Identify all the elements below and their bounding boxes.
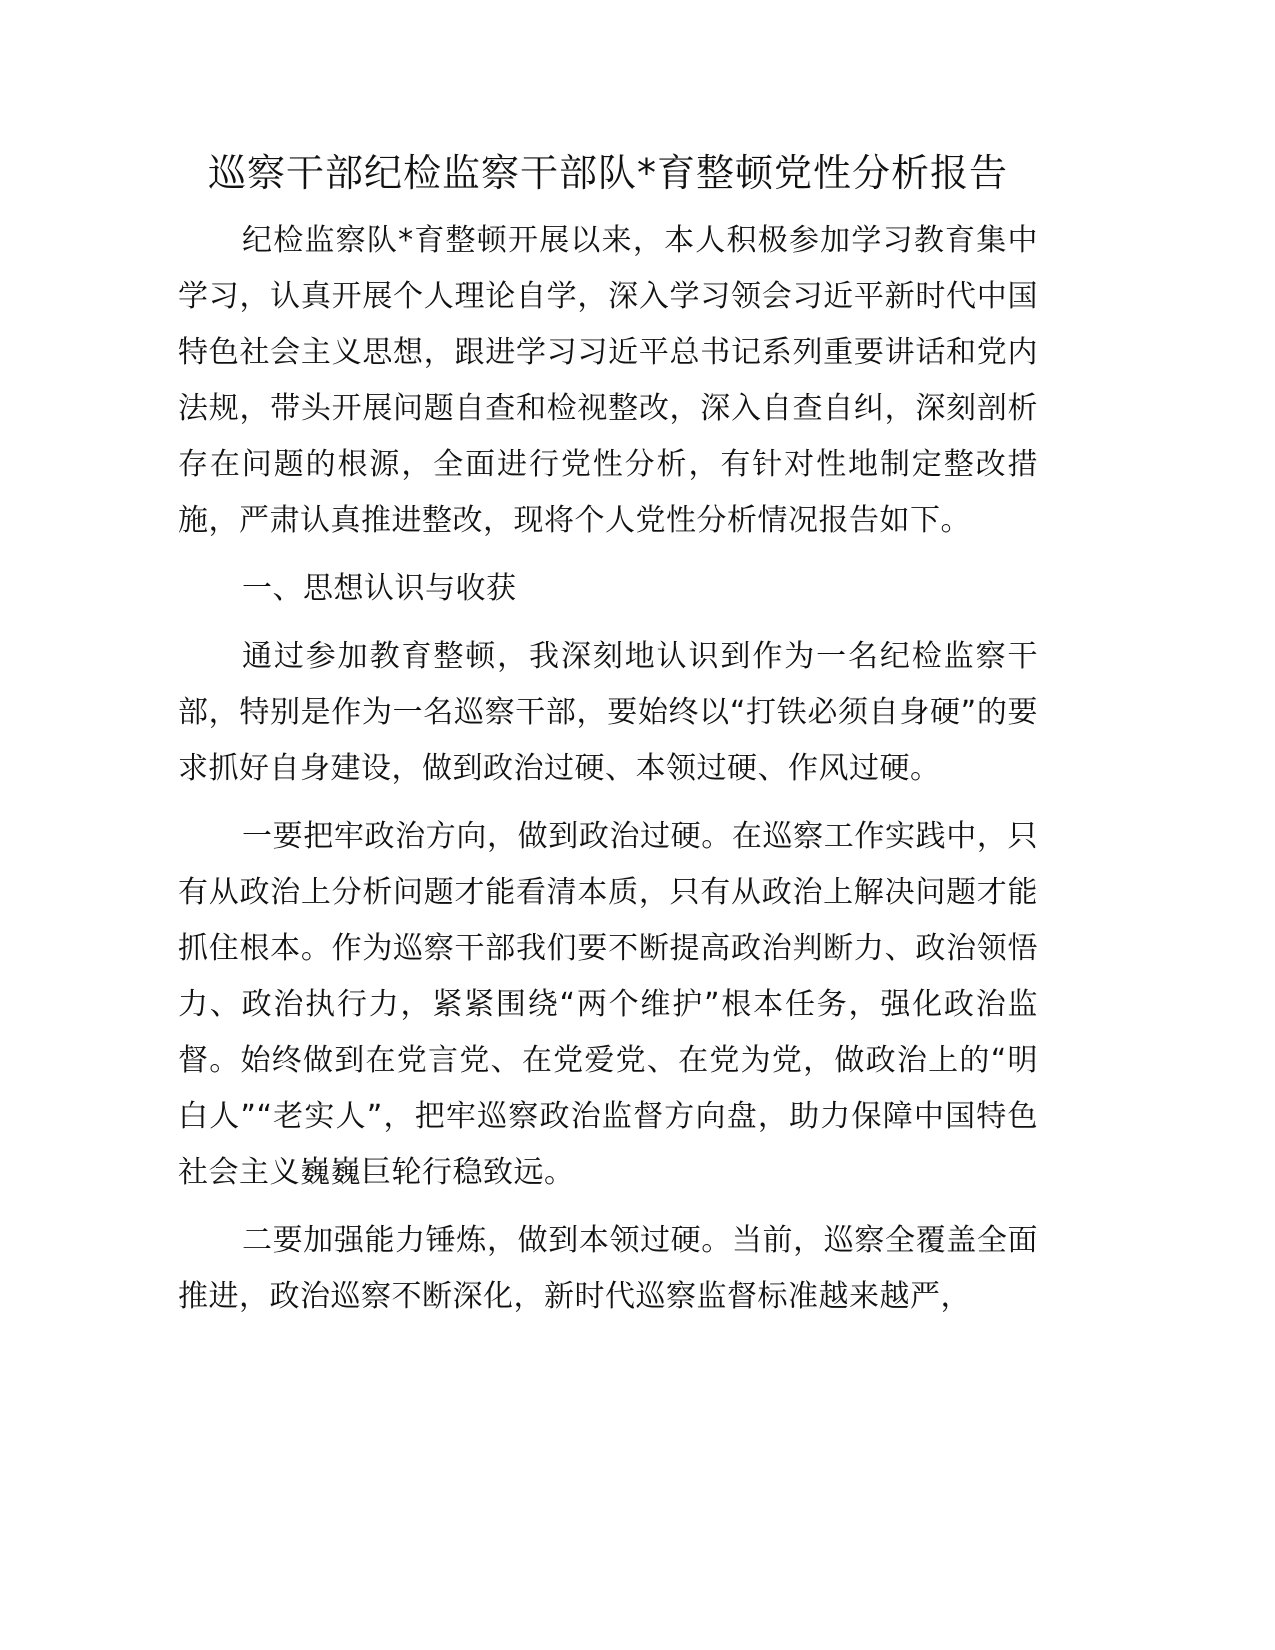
body-paragraph: 二要加强能力锤炼，做到本领过硬。当前，巡察全覆盖全面推进，政治巡察不断深化，新时代巡察监督标准越来越严， [178, 1223, 1038, 1314]
section-heading: 一、思想认识与收获 [242, 571, 517, 606]
intro-paragraph: 纪检监察队*育整顿开展以来，本人积极参加学习教育集中学习，认真开展个人理论自学，深入学习领会习近平新时代中国特色社会主义思想，跟进学习习近平总书记系列重要讲话和党内法规，带头开展问题自查和检视整改，深入自查自纠，深刻剖析存在问题的根源，全面进行党性分析，有针对性地制定整改措施，严肃认真推进整改，现将个人党性分析情况报告如下。 [178, 223, 1038, 538]
document-title: 巡察干部纪检监察干部队*育整顿党性分析报告 [207, 151, 1008, 195]
body-paragraph: 通过参加教育整顿，我深刻地认识到作为一名纪检监察干部，特别是作为一名巡察干部，要始终以“打铁必须自身硬”的要求抓好自身建设，做到政治过硬、本领过硬、作风过硬。 [178, 639, 1038, 786]
body-paragraph: 一要把牢政治方向，做到政治过硬。在巡察工作实践中，只有从政治上分析问题才能看清本质，只有从政治上解决问题才能抓住根本。作为巡察干部我们要不断提高政治判断力、政治领悟力、政治执行力，紧紧围绕“两个维护”根本任务，强化政治监督。始终做到在党言党、在党爱党、在党为党，做政治上的“明白人”“老实人”，把牢巡察政治监督方向盘，助力保障中国特色社会主义巍巍巨轮行稳致远。 [178, 819, 1038, 1190]
document-page [178, 145, 1038, 1337]
